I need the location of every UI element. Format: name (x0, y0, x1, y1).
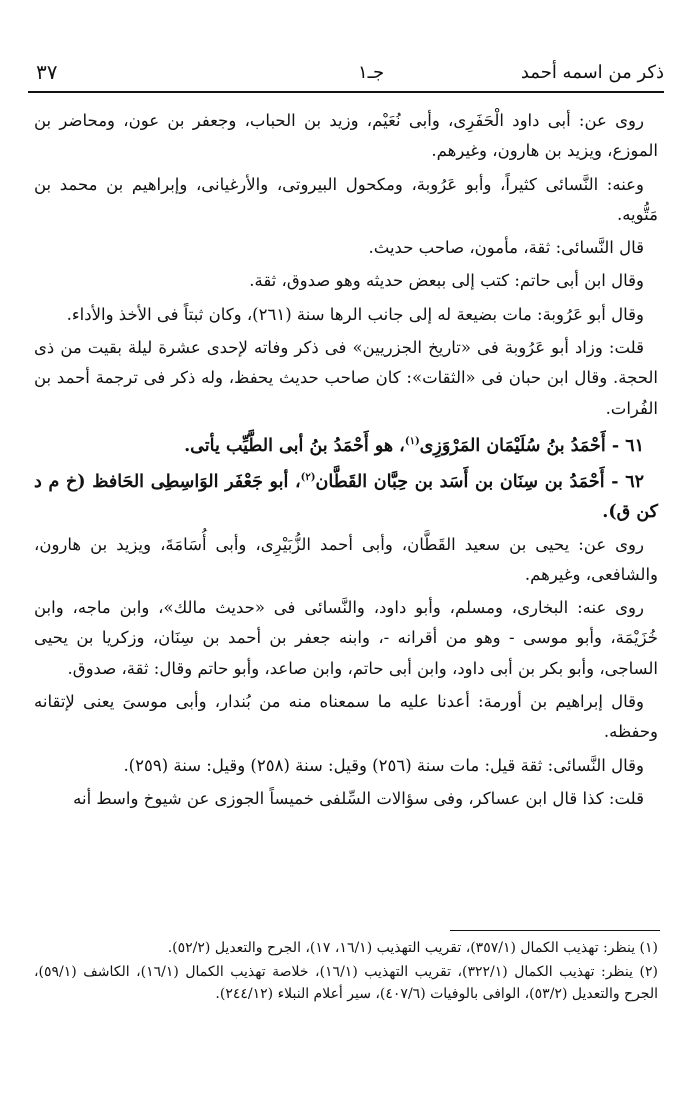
paragraph: قال النَّسائى: ثقة، مأمون، صاحب حديث. (368, 238, 644, 258)
section-title: ذكر من اسمه أحمد (520, 62, 664, 83)
paragraph: وعنه: النَّسائى كثيراً، وأبو عَرُوبة، ومكحول البيروتى، والأرغيانى، وإبراهيم بن محمد بن مَتُّويه. (34, 174, 658, 224)
paragraph: وقال أبو عَرُوبة: مات بضيعة له إلى جانب الرها سنة (٢٦١)، وكان ثبتاً فى الأخذ والأداء. (66, 304, 644, 324)
footnote-divider (450, 930, 660, 931)
paragraph: قلت: وزاد أبو عَرُوبة فى «تاريخ الجزريين» فى ذكر وفاته لإحدى عشرة ليلة بقيت من ذى الحجة. وقال ابن حبان فى «الثقات»: كان صاحب حديث يحفظ، وله ذكر فى ترجمة أحمد بن الفُرات. (34, 338, 658, 418)
biography-entry-61 (34, 427, 658, 461)
volume-label: جـ١ (358, 62, 385, 83)
footnote-marker[interactable]: (١) (404, 435, 420, 447)
running-header (28, 58, 664, 88)
entry-heading: ٦٢ - أَحْمَدُ بن سِنَان بن أَسَد بن حِبَّان القَطَّان (315, 471, 644, 492)
biography-entry-62 (34, 463, 658, 527)
paragraph: روى عن: أبى داود الْحَفَرِى، وأبى نُعَيْم، وزيد بن الحباب، وجعفر بن عون، ومحاضر بن الموزع، ويزيد بن هارون، وغيرهم. (34, 111, 658, 161)
footnote-marker[interactable]: (٢) (300, 472, 316, 484)
paragraph: وقال النَّسائى: ثقة قيل: مات سنة (٢٥٦) وقيل: سنة (٢٥٨) وقيل: سنة (٢٥٩). (123, 755, 644, 775)
page-number: ٣٧ (36, 60, 58, 84)
paragraph: وقال إبراهيم بن أورمة: أعدنا عليه ما سمعناه منه من بُندار، وأبى موسىَ يعنى لإتقانه وحفظه. (34, 692, 658, 742)
footnote-2: (٢) ينظر: تهذيب الكمال (٣٢٢/١)، تقريب التهذيب (١٦/١)، خلاصة تهذيب الكمال (١٦/١)، الكاشف (٥٩/١)، الجرح والتعديل (٥٣/٢)، الوافى بالوفيات (٤٠٧/٦)، سير أعلام النبلاء (٢٤٤/١٢). (34, 963, 659, 1002)
paragraph: روى عن: يحيى بن سعيد القَطَّان، وأبى أحمد الزُّبَيْرِى، وأبى أُسَامَةَ، ويزيد بن هارون، والشافعى، وغيرهم. (34, 534, 658, 584)
paragraph: قلت: كذا قال ابن عساكر، وفى سؤالات السِّلفى خميساً الجوزى عن شيوخ واسط أنه (73, 788, 644, 808)
main-text (34, 106, 658, 817)
entry-heading: ٦١ - أَحْمَدُ بنُ سُلَيْمَان المَرْوَزِى (419, 435, 644, 456)
paragraph: روى عنه: البخارى، ومسلم، وأبو داود، والنَّسائى فى «حديث مالك»، وابن ماجه، وابن خُزَيْمَة، وأبو موسى - وهو من أقرانه -، وابنه جعفر بن أحمد بن سِنَان، وزكريا بن يحيى الساجى، وأبو بكر بن أبى داود، وابن أبى حاتم، وابن صاعد، وأبو حاتم وقال: ثقة، صدوق. (34, 598, 658, 678)
entry-heading-rest: ، أبو جَعْفَر الوَاسِطِى الحَافظ (خ م د كن ق). (34, 471, 658, 523)
paragraph: وقال ابن أبى حاتم: كتب إلى ببعض حديثه وهو صدوق، ثقة. (249, 271, 644, 291)
header-divider (28, 91, 664, 93)
footnote-1: (١) ينظر: تهذيب الكمال (٣٥٧/١)، تقريب التهذيب (١٦/١، ١٧)، الجرح والتعديل (٥٢/٢). (167, 940, 658, 956)
entry-heading-rest: ، هو أَحْمَدُ بنُ أبى الطَّيِّب يأتى. (184, 435, 405, 456)
footnotes (34, 938, 658, 1007)
